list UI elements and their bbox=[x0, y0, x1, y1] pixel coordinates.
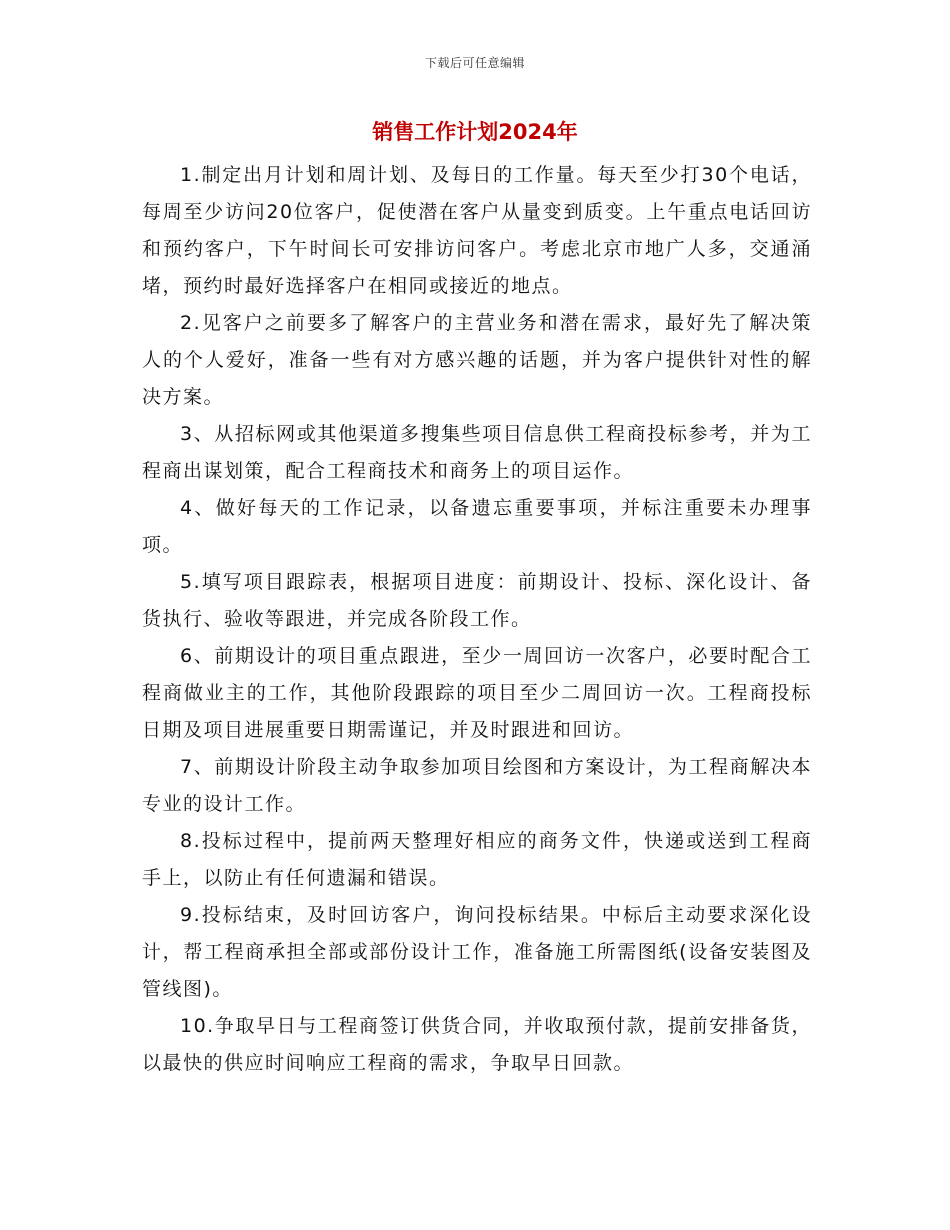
document-body bbox=[142, 157, 812, 1082]
paragraph-5: 5.填写项目跟踪表，根据项目进度：前期设计、投标、深化设计、备货执行、验收等跟进，并完成各阶段工作。 bbox=[142, 571, 812, 630]
paragraph-1: 1.制定出月计划和周计划、及每日的工作量。每天至少打30个电话，每周至少访问20位客户，促使潜在客户从量变到质变。上午重点电话回访和预约客户，下午时间长可安排访问客户。考虑北京市地广人多，交通涌堵，预约时最好选择客户在相同或接近的地点。 bbox=[142, 164, 812, 297]
paragraph-7: 7、前期设计阶段主动争取参加项目绘图和方案设计，为工程商解决本专业的设计工作。 bbox=[142, 756, 812, 815]
paragraph-8: 8.投标过程中，提前两天整理好相应的商务文件，快递或送到工程商手上，以防止有任何遗漏和错误。 bbox=[142, 830, 812, 889]
paragraph-9: 9.投标结束，及时回访客户，询问投标结果。中标后主动要求深化设计，帮工程商承担全部或部份设计工作，准备施工所需图纸(设备安装图及管线图)。 bbox=[142, 904, 812, 1000]
document-title: 销售工作计划2024年 bbox=[372, 120, 578, 144]
paragraph-6: 6、前期设计的项目重点跟进，至少一周回访一次客户，必要时配合工程商做业主的工作，其他阶段跟踪的项目至少二周回访一次。工程商投标日期及项目进展重要日期需谨记，并及时跟进和回访。 bbox=[142, 645, 812, 741]
header-note: 下载后可任意编辑 bbox=[424, 56, 525, 70]
paragraph-4: 4、做好每天的工作记录，以备遗忘重要事项，并标注重要未办理事项。 bbox=[142, 497, 812, 556]
paragraph-10: 10.争取早日与工程商签订供货合同，并收取预付款，提前安排备货，以最快的供应时间响应工程商的需求，争取早日回款。 bbox=[142, 1015, 812, 1074]
paragraph-2: 2.见客户之前要多了解客户的主营业务和潜在需求，最好先了解决策人的个人爱好，准备一些有对方感兴趣的话题，并为客户提供针对性的解决方案。 bbox=[142, 312, 812, 408]
paragraph-3: 3、从招标网或其他渠道多搜集些项目信息供工程商投标参考，并为工程商出谋划策，配合工程商技术和商务上的项目运作。 bbox=[142, 423, 812, 482]
